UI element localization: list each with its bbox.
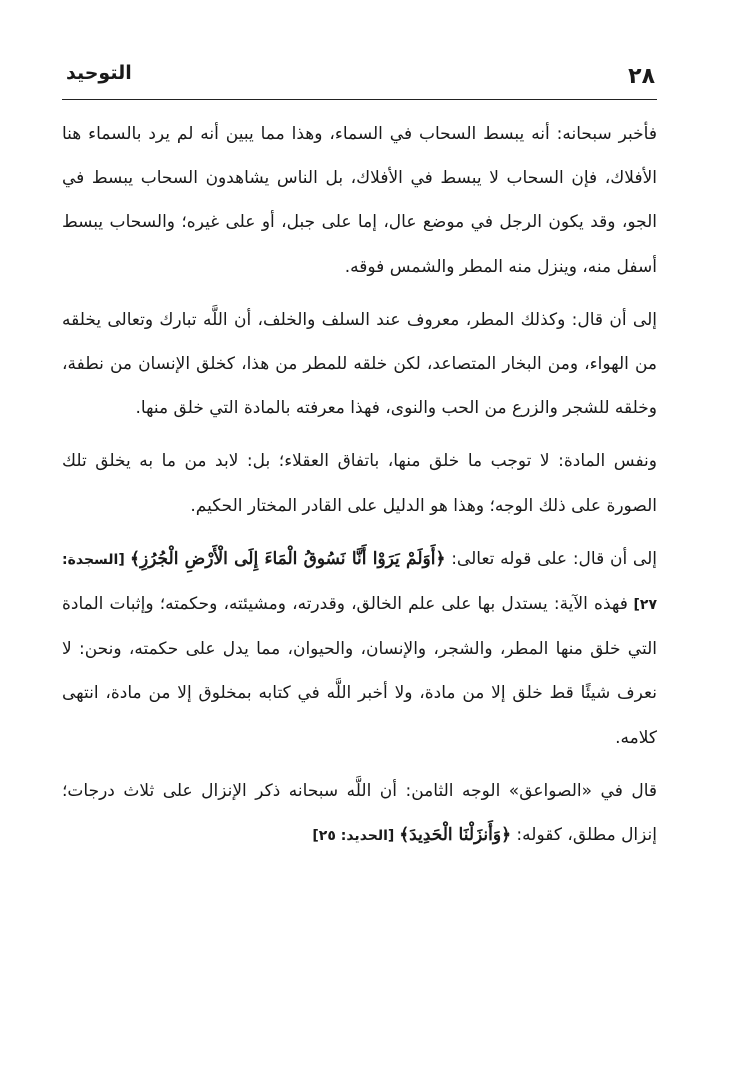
quran-verse: ﴿أَوَلَمْ يَرَوْا أَنَّا نَسُوقُ الْمَاءَ إِلَى الْأَرْضِ الْجُرُزِ﴾ — [129, 548, 446, 569]
paragraph-2 — [62, 298, 657, 431]
page-body — [62, 112, 657, 867]
paragraph-3 — [62, 439, 657, 527]
paragraph-text: قال في «الصواعق» الوجه الثامن: أن اللَّه سبحانه ذكر الإنزال على ثلاث درجات؛ إنزال مطلق، كقوله: — [62, 780, 657, 846]
verse-reference: [السجدة: ٢٧] — [62, 551, 657, 614]
paragraph-text: إلى أن قال: وكذلك المطر، معروف عند السلف والخلف، أن اللَّه تبارك وتعالى يخلقه من الهواء، ومن البخار المتصاعد، لكن خلقه للمطر من هذا، كخلق الإنسان من نطفة، وخلقه للشجر والزرع من الحب والنوى، فهذا معرفته بالمادة التي خلق منها. — [62, 309, 657, 419]
page-header — [62, 56, 657, 96]
paragraph-text: فهذه الآية: يستدل بها على علم الخالق، وقدرته، ومشيئته، وحكمته؛ وإثبات المادة التي خلق منها المطر، والشجر، والإنسان، والحيوان، مما يدل على حكمته، ونحن: لا نعرف شيئًا قط خلق إلا من مادة، ولا أخبر اللَّه في كتابه بمخلوق إلا من مادة، انتهى كلامه. — [62, 594, 657, 748]
header-divider — [62, 99, 657, 100]
paragraph-text: فأخبر سبحانه: أنه يبسط السحاب في السماء، وهذا مما يبين أنه لم يرد بالسماء هنا الأفلاك، فإن السحاب لا يبسط في الأفلاك، بل الناس يشاهدون السحاب يبسط في الجو، وقد يكون الرجل في موضع عال، إما على جبل، أو على غيره؛ والسحاب يبسط أسفل منه، وينزل منه المطر والشمس فوقه. — [62, 124, 657, 277]
quran-verse: ﴿وَأَنزَلْنَا الْحَدِيدَ﴾ — [399, 825, 512, 846]
paragraph-1 — [62, 112, 657, 289]
paragraph-5 — [62, 769, 657, 858]
verse-reference: [الحديد: ٢٥] — [312, 828, 400, 845]
page-number: ٢٨ — [628, 64, 655, 89]
running-title: التوحيد — [66, 62, 132, 84]
paragraph-text: إلى أن قال: على قوله تعالى: — [445, 548, 658, 569]
paragraph-text: ونفس المادة: لا توجب ما خلق منها، باتفاق العقلاء؛ بل: لابد من ما به يخلق تلك الصورة على ذلك الوجه؛ وهذا هو الدليل على القادر المختار الحكيم. — [62, 451, 657, 516]
paragraph-4 — [62, 537, 657, 760]
